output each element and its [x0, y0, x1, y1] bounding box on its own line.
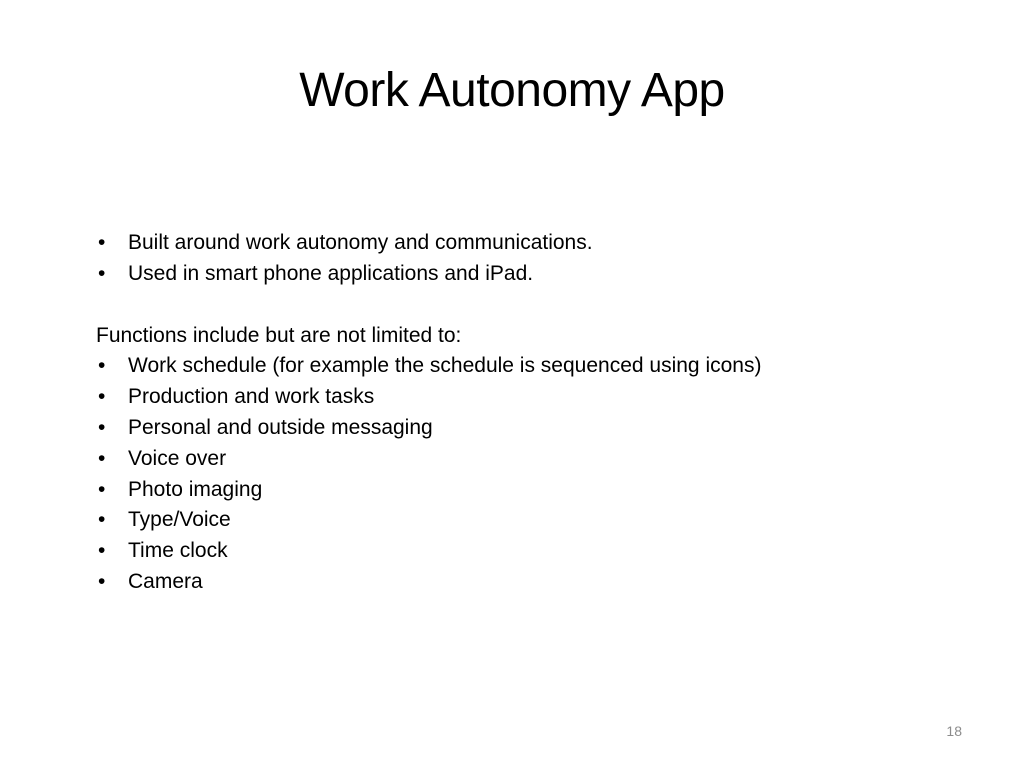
slide-title: Work Autonomy App	[299, 64, 725, 117]
slide-body	[96, 228, 956, 598]
list-item	[96, 536, 956, 567]
list-item	[96, 505, 956, 536]
bullet-icon: •	[98, 569, 106, 593]
list-item	[96, 413, 956, 444]
page-number: 18	[946, 723, 962, 739]
list-item	[96, 351, 956, 382]
list-item-text: Production and work tasks	[128, 385, 375, 409]
list-item	[96, 444, 956, 475]
bullet-icon: •	[98, 539, 106, 563]
list-item	[96, 475, 956, 506]
list-item-text: Camera	[128, 569, 203, 593]
bullet-icon: •	[98, 354, 106, 378]
bullet-icon: •	[98, 508, 106, 532]
list-item-text: Voice over	[128, 446, 227, 470]
list-item-text: Photo imaging	[128, 477, 263, 501]
bullet-icon: •	[98, 231, 106, 254]
list-item-text: Built around work autonomy and communications.	[128, 231, 593, 254]
list-item	[96, 567, 956, 598]
bullet-icon: •	[98, 385, 106, 409]
spacer	[96, 290, 956, 321]
bullet-icon: •	[98, 477, 106, 501]
list-item-text: Personal and outside messaging	[128, 415, 433, 439]
bullet-icon: •	[98, 415, 106, 439]
functions-bullet-list	[96, 351, 956, 597]
list-item-text: Time clock	[128, 539, 228, 563]
list-item-text: Type/Voice	[128, 508, 231, 532]
bullet-icon: •	[98, 446, 106, 470]
list-item	[96, 228, 956, 259]
list-item	[96, 259, 956, 290]
list-item-text: Work schedule (for example the schedule is sequenced using icons)	[128, 354, 762, 378]
list-item-text: Used in smart phone applications and iPad.	[128, 261, 534, 285]
intro-bullet-list	[96, 228, 956, 290]
bullet-icon: •	[98, 261, 106, 285]
functions-heading: Functions include but are not limited to:	[96, 323, 462, 347]
list-item	[96, 382, 956, 413]
